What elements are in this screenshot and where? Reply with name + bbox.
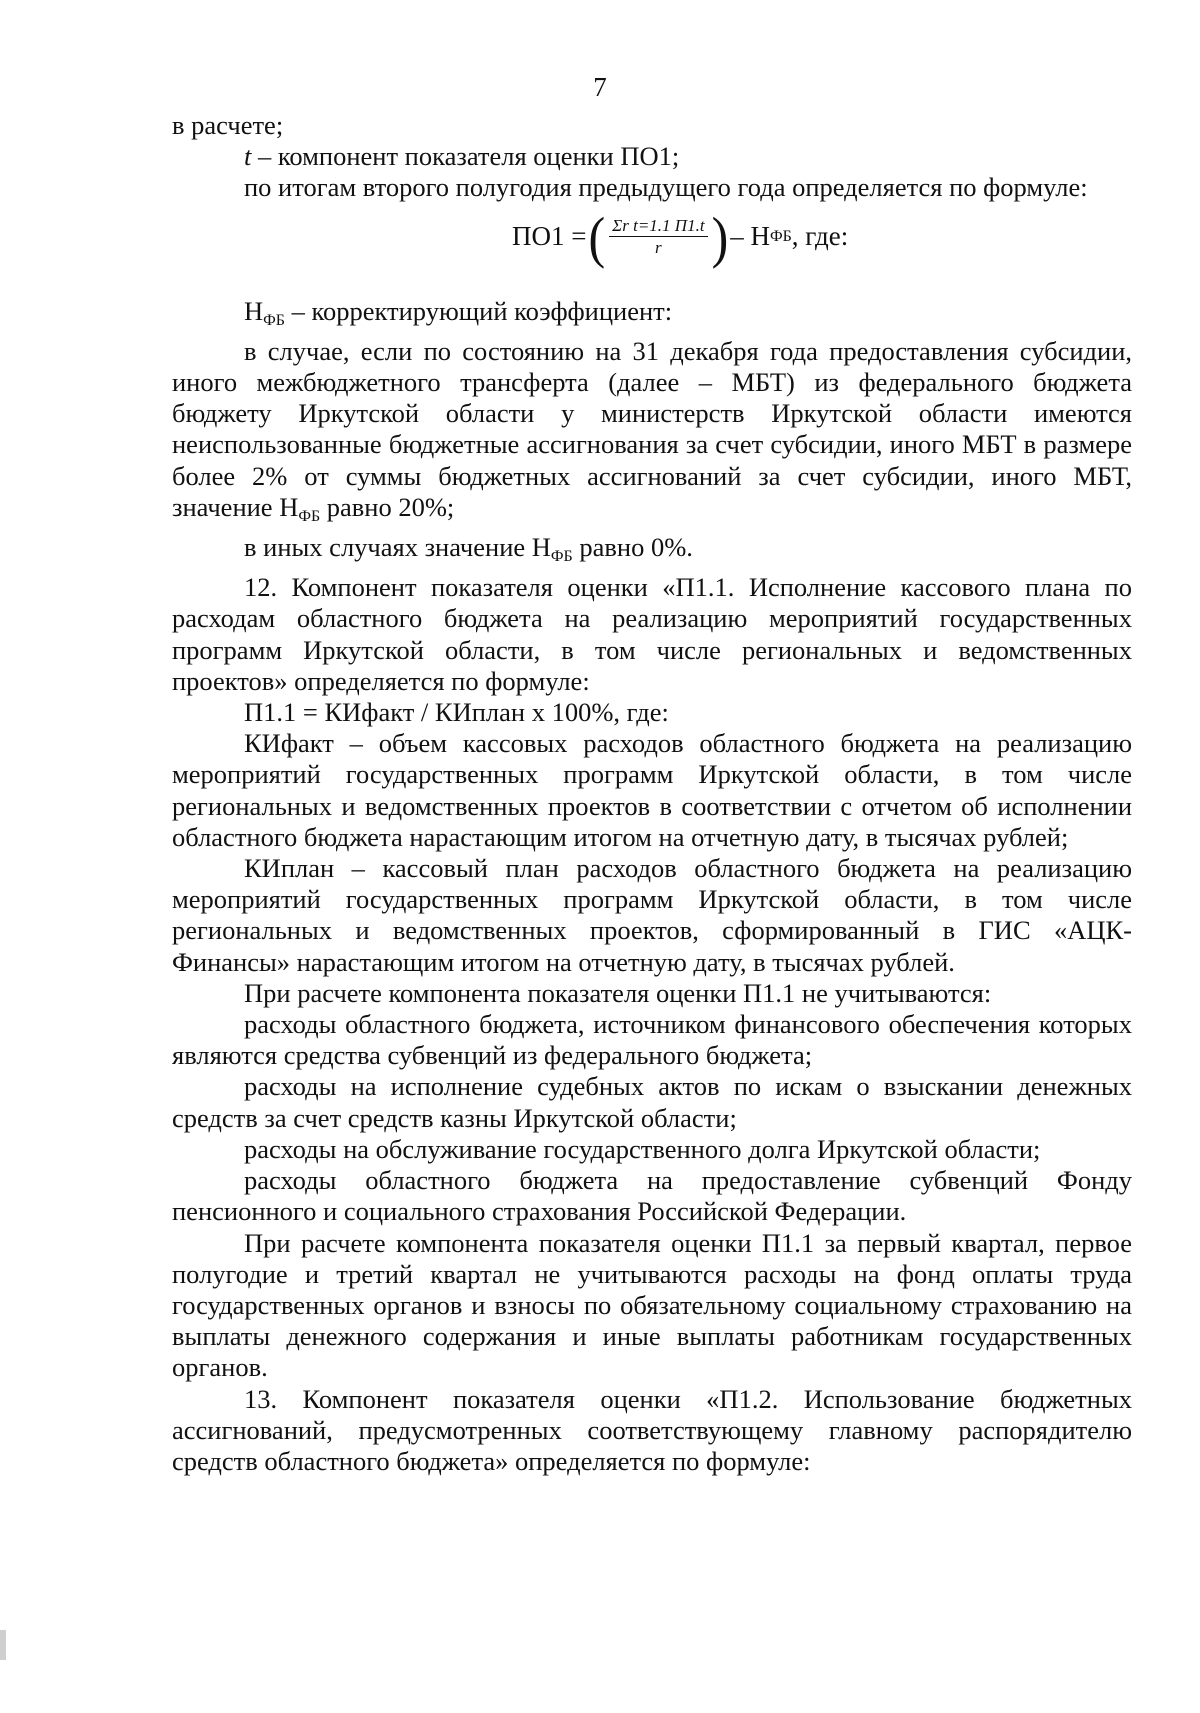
subscript: ФБ [263, 311, 285, 329]
formula-po1 [172, 204, 1132, 280]
paragraph: в расчете; [172, 110, 284, 140]
scan-edge-mark [0, 1630, 6, 1660]
paragraph [172, 336, 1132, 532]
variable-t: t [244, 141, 252, 172]
left-paren: ( [588, 204, 606, 269]
paragraph: расходы на обслуживание государственного долга Иркутской области; [244, 1133, 1041, 1164]
paragraph: расходы областного бюджета, источником финансового обеспечения которых являются средства субвенций из федерального бюджета; [172, 1009, 1132, 1071]
paragraph-text: в случае, если по состоянию на 31 декабря года предоставления субсидии, иного межбюджетного трансферта (далее – МБТ) из федерального бюджета бюджету Иркутской области у министерств Иркутской области имеются неиспользованные бюджетные ассигнования за счет субсидии, иного МБТ в размере более 2% от суммы бюджетных ассигнований за счет субсидии, иного МБТ, значение Н [172, 335, 1132, 522]
right-paren: ) [711, 204, 729, 269]
paragraph: При расчете компонента показателя оценки П1.1 не учитываются: [244, 977, 992, 1008]
formula-lhs: ПО1 = [512, 221, 587, 251]
paragraph-text: – корректирующий коэффициент: [284, 295, 673, 326]
formula-numerator: Σr t=1.1 П1.t [609, 216, 707, 237]
paragraph [172, 532, 1132, 572]
paragraph-text: – компонент показателя оценки ПО1; [251, 141, 680, 172]
symbol-n: Н [244, 295, 264, 326]
subscript: ФБ [298, 507, 321, 525]
page-number: 7 [593, 72, 607, 102]
subscript: ФБ [550, 548, 573, 566]
paragraph: При расчете компонента показателя оценки П1.1 за первый квартал, первое полугодие и третий квартал не учитываются расходы на фонд оплаты труда государственных органов и взносы по обязательному социальному страхованию на выплаты денежного содержания и иные выплаты работникам государственных органов. [172, 1227, 1132, 1383]
formula-fraction [609, 216, 707, 257]
formula-tail: , где: [791, 221, 849, 251]
paragraph: КИплан – кассовый план расходов областного бюджета на реализацию мероприятий государственных программ Иркутской области, в том числе региональных и ведомственных проектов, сформированный в ГИС «АЦК-Финансы» нарастающим итогом на отчетную дату, в тысячах рублей. [172, 853, 1132, 977]
paragraph [172, 141, 1132, 172]
paragraph-text: равно 0%. [572, 532, 693, 563]
paragraph [172, 296, 1132, 336]
paragraph: расходы областного бюджета на предоставление субвенций Фонду пенсионного и социального страхования Российской Федерации. [172, 1165, 1132, 1227]
paragraph: по итогам второго полугодия предыдущего года определяется по формуле: [244, 172, 1088, 203]
paragraph: П1.1 = КИфакт / КИплан х 100%, где: [244, 697, 669, 728]
paragraph: 13. Компонент показателя оценки «П1.2. Использование бюджетных ассигнований, предусмотренных соответствующему главному распорядителю средств областного бюджета» определяется по формуле: [172, 1383, 1132, 1476]
document-body [172, 110, 1132, 1477]
formula-minus-term: – Н [730, 221, 770, 251]
formula-denominator: r [655, 238, 662, 258]
paragraph: 12. Компонент показателя оценки «П1.1. Исполнение кассового плана по расходам областного бюджета на реализацию мероприятий государственных программ Иркутской области, в том числе региональных и ведомственных проектов» определяется по формуле: [172, 572, 1132, 696]
paragraph-text: равно 20%; [320, 491, 455, 522]
paragraph-text: в иных случаях значение Н [244, 532, 551, 563]
formula-subscript: ФБ [769, 228, 792, 245]
paragraph: КИфакт – объем кассовых расходов областного бюджета на реализацию мероприятий государственных программ Иркутской области, в том числе региональных и ведомственных проектов в соответствии с отчетом об исполнении областного бюджета нарастающим итогом на отчетную дату, в тысячах рублей; [172, 728, 1132, 852]
paragraph: расходы на исполнение судебных актов по искам о взыскании денежных средств за счет средств казны Иркутской области; [172, 1071, 1132, 1133]
